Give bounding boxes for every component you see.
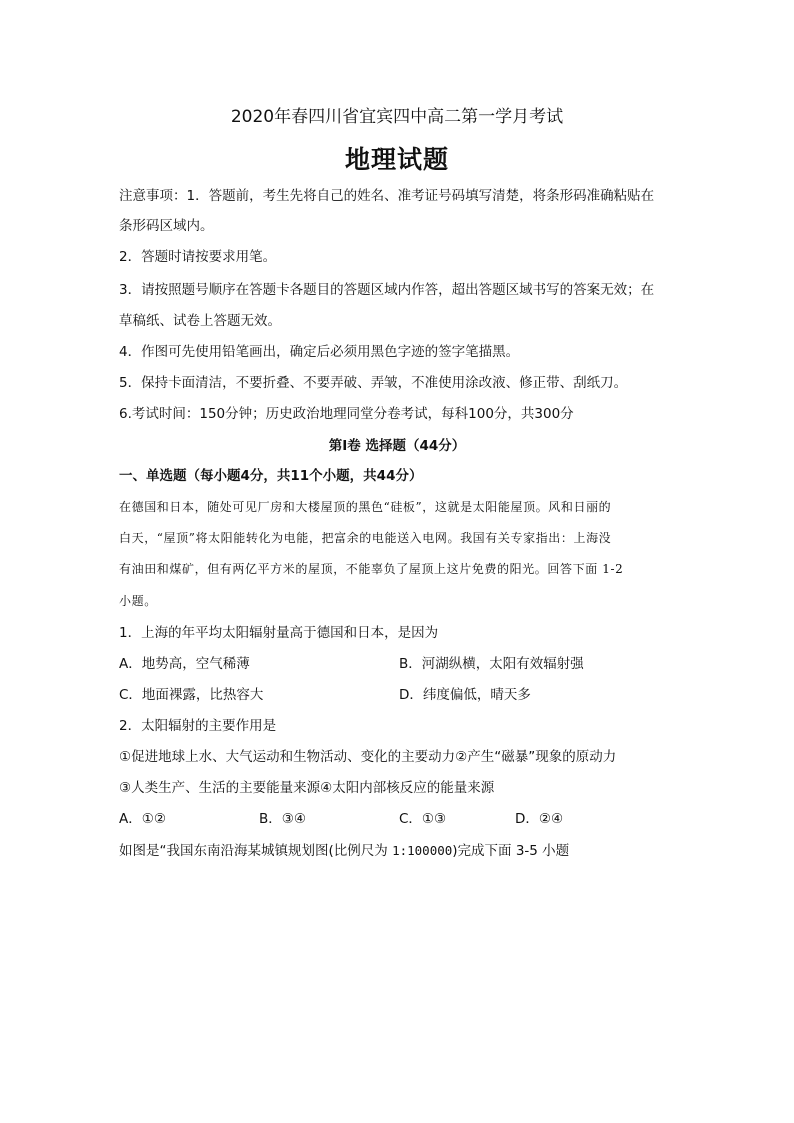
question-2-stem: 2．太阳辐射的主要作用是 — [119, 718, 277, 734]
notes-line-3: 2．答题时请按要求用笔。 — [119, 249, 277, 265]
question-2-option-b: B．③④ — [259, 811, 306, 827]
question-2-statement-line-1: ①促进地球上水、大气运动和生物活动、变化的主要动力②产生“磁暴”现象的原动力 — [119, 749, 617, 765]
question-2-option-a: A．①② — [119, 811, 166, 827]
question-1-option-b: B．河湖纵横，太阳有效辐射强 — [399, 656, 584, 672]
notes-line-1: 注意事项：1．答题前，考生先将自己的姓名、准考证号码填写清楚，将条形码准确粘贴在 — [119, 188, 655, 204]
exam-title: 2020年春四川省宜宾四中高二第一学月考试 — [230, 107, 564, 127]
notes-line-5: 草稿纸、试卷上答题无效。 — [119, 313, 281, 329]
notes-line-8: 6.考试时间：150分钟；历史政治地理同堂分卷考试，每科100分，共300分 — [119, 406, 574, 422]
passage-line-2: 白天，“屋顶”将太阳能转化为电能，把富余的电能送入电网。我国有关专家指出：上海没 — [119, 531, 612, 545]
map-scale: 1:100000 — [392, 843, 453, 858]
notes-line-4: 3．请按照题号顺序在答题卡各题目的答题区域内作答，超出答题区域书写的答案无效；在 — [119, 282, 655, 298]
subject-title: 地理试题 — [344, 145, 449, 174]
question-2-option-c: C．①③ — [399, 811, 447, 827]
passage-line-1: 在德国和日本，随处可见厂房和大楼屋顶的黑色“硅板”，这就是太阳能屋顶。风和日丽的 — [119, 500, 612, 514]
question-1-option-a: A．地势高，空气稀薄 — [119, 656, 250, 672]
passage-line-4: 小题。 — [119, 594, 157, 608]
notes-line-2: 条形码区域内。 — [119, 218, 214, 234]
question-2-statement-line-2: ③人类生产、生活的主要能量来源④太阳内部核反应的能量来源 — [119, 780, 495, 796]
notes-line-7: 5．保持卡面清洁，不要折叠、不要弄破、弄皱，不准使用涂改液、修正带、刮纸刀。 — [119, 375, 628, 391]
question-1-stem: 1．上海的年平均太阳辐射量高于德国和日本，是因为 — [119, 625, 439, 641]
map-intro-text-after: )完成下面 3-5 小题 — [452, 843, 570, 859]
map-intro — [119, 843, 569, 859]
map-intro-text-before: 如图是“我国东南沿海某城镇规划图(比例尺为 — [119, 843, 393, 859]
question-1-option-c: C．地面裸露，比热容大 — [119, 687, 264, 703]
part-heading: 一、单选题（每小题4分，共11个小题，共44分） — [119, 468, 423, 484]
notes-line-6: 4．作图可先使用铅笔画出，确定后必须用黑色字迹的签字笔描黑。 — [119, 344, 520, 360]
section-title: 第Ⅰ卷 选择题（44分） — [328, 438, 466, 454]
passage-line-3: 有油田和煤矿，但有两亿平方米的屋顶，不能辜负了屋顶上这片免费的阳光。回答下面 1-2 — [119, 562, 624, 576]
question-2-option-d: D．②④ — [515, 811, 564, 827]
question-1-option-d: D．纬度偏低，晴天多 — [399, 687, 531, 703]
